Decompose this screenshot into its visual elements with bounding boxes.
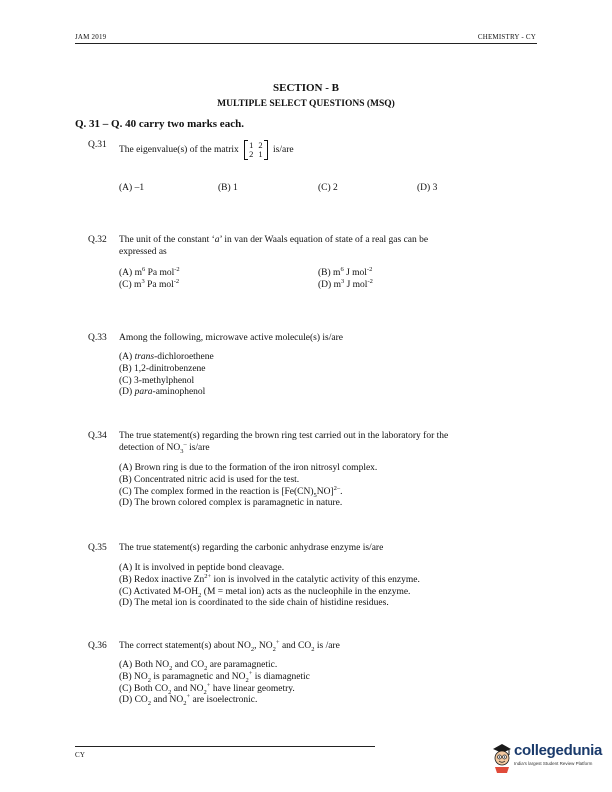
q33-option-b: (B) 1,2-dinitrobenzene	[119, 363, 206, 374]
q32-option-c: (C) $m^3$ Pa mol$^{-2}$	[119, 277, 180, 290]
q31-option-c: (C) 2	[318, 183, 338, 193]
q35-options	[119, 563, 420, 610]
q36-option-c: (C) Both $CO_2$ and $NO_2^+$ have linear geometry.	[119, 681, 295, 696]
q35-text: The true statement(s) regarding the carbonic anhydrase enzyme is/are	[119, 543, 384, 553]
matrix-cell: 2	[249, 149, 254, 159]
q31-matrix	[244, 140, 268, 160]
q33-option-d: (D) para-aminophenol	[119, 387, 206, 398]
section-subtitle: MULTIPLE SELECT QUESTIONS (MSQ)	[217, 99, 395, 109]
q34-option-b: (B) Concentrated nitric acid is used for the test.	[119, 474, 300, 485]
q34-text-line2: detection of $NO_3^-$ is/are	[119, 440, 210, 455]
section-title: SECTION - B	[272, 82, 340, 94]
q35-option-d: (D) The metal ion is coordinated to the side chain of histidine residues.	[119, 598, 389, 609]
q32-option-a: (A) $m^6$ Pa mol$^{-2}$	[119, 265, 180, 278]
q34-number: Q.34	[88, 431, 107, 441]
logo-tagline: India's largest Student Review Platform	[514, 761, 593, 766]
logo-name: collegedunia	[514, 742, 603, 759]
section-instruction: Q. 31 – Q. 40 carry two marks each.	[75, 118, 244, 130]
q36-options	[119, 660, 310, 707]
q34-option-c: (C) The complex formed in the reaction is $[Fe(CN)_5NO]^{2-}$.	[119, 484, 343, 499]
q31-text	[119, 140, 519, 160]
q32-text-line2: expressed as	[119, 246, 167, 257]
q34-option-a: (A) Brown ring is due to the formation of the iron nitrosyl complex.	[119, 463, 378, 473]
matrix-cell: 1	[258, 149, 263, 159]
q32-option-b: (B) $m^6$ J mol$^{-2}$	[318, 265, 373, 278]
q33-option-a: (A) trans-dichloroethene	[119, 352, 214, 362]
q35-option-b: (B) Redox inactive $Zn^{2+}$ ion is involved in the catalytic activity of this enzyme.	[119, 572, 420, 585]
q32-text-part: The unit of the constant ‘	[119, 235, 215, 245]
q31-number: Q.31	[88, 140, 107, 150]
q31-option-b: (B) 1	[218, 183, 238, 193]
matrix-cell: 1	[249, 140, 254, 150]
q31-text-before: The eigenvalue(s) of the matrix	[119, 145, 239, 156]
matrix-cell: 2	[258, 140, 263, 150]
q34-options	[119, 463, 377, 510]
q36-option-a: (A) Both $NO_2$ and $CO_2$ are paramagnetic.	[119, 660, 278, 672]
header-rule	[75, 43, 537, 44]
q36-text: The correct statement(s) about $NO_2$, $NO_2^+$ and $CO_2$ is /are	[119, 638, 340, 653]
q36-option-b: (B) $NO_2$ is paramagnetic and $NO_2^+$ is diamagnetic	[119, 669, 310, 684]
q35-option-c: (C) Activated $M-OH_2$ (M = metal ion) acts as the nucleophile in the enzyme.	[119, 586, 411, 599]
collegedunia-logo	[490, 738, 602, 778]
q32-text-part: ’ in van der Waals equation of state of a real gas can be	[219, 235, 429, 245]
footer-rule	[75, 746, 375, 747]
q31-text-after: is/are	[273, 145, 294, 156]
q36-option-d: (D) $CO_2$ and $NO_2^+$ are isoelectronic.	[119, 693, 258, 708]
q35-number: Q.35	[88, 543, 107, 553]
q32-text	[119, 235, 519, 258]
q33-number: Q.33	[88, 333, 107, 343]
q34-option-d: (D) The brown colored complex is paramagnetic in nature.	[119, 498, 343, 509]
q33-option-c: (C) 3-methylphenol	[119, 375, 195, 386]
q32-text-var: a	[214, 235, 220, 245]
q32-option-d: (D) $m^3$ J mol$^{-2}$	[318, 277, 373, 290]
mascot-icon	[490, 740, 514, 774]
footer-code: CY	[75, 751, 86, 759]
q34-text-line1: The true statement(s) regarding the brown ring test carried out in the laboratory for the	[119, 431, 449, 441]
q31-option-a: (A) –1	[119, 183, 145, 193]
q34-text	[119, 431, 529, 454]
q33-text: Among the following, microwave active molecule(s) is/are	[119, 333, 343, 343]
q36-number: Q.36	[88, 641, 107, 651]
q33-options	[119, 352, 214, 399]
q31-option-d: (D) 3	[417, 183, 438, 193]
q35-option-a: (A) It is involved in peptide bond cleavage.	[119, 563, 285, 573]
q32-number: Q.32	[88, 235, 107, 245]
header-subject-label: CHEMISTRY - CY	[477, 33, 536, 41]
header-exam-label: JAM 2019	[75, 33, 107, 41]
